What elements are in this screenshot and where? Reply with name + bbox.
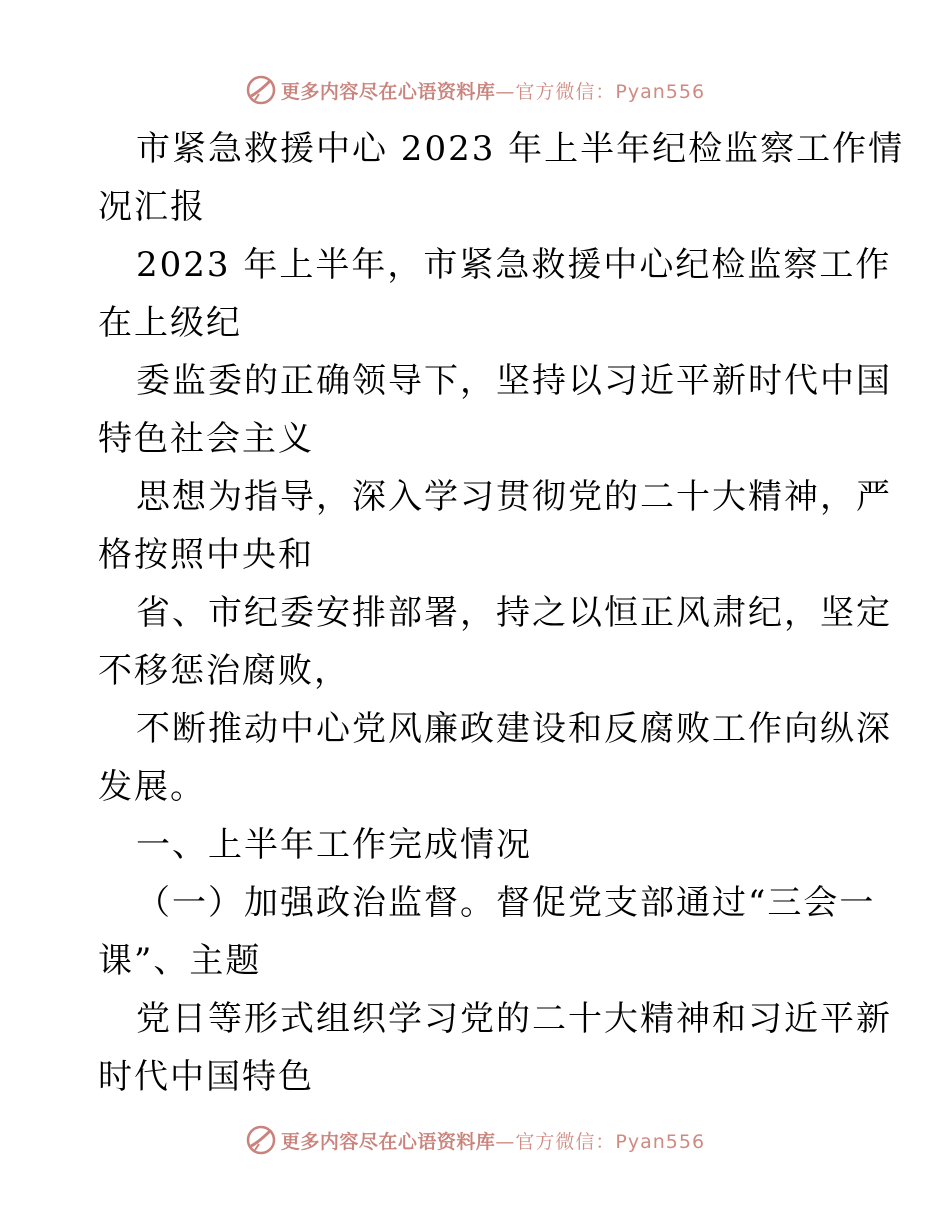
text-line: 特色社会主义 bbox=[98, 419, 314, 459]
text-line: 省、市纪委安排部署，持之以恒正风肃纪，坚定 bbox=[136, 593, 892, 633]
document-body bbox=[98, 120, 905, 1106]
text-line: 思想为指导，深入学习贯彻党的二十大精神，严 bbox=[136, 477, 892, 517]
text-line: （一）加强政治监督。督促党支部通过“三会一 bbox=[136, 883, 876, 923]
site-name: 更多内容尽在心语资料库 bbox=[280, 1130, 496, 1153]
header-watermark bbox=[0, 70, 950, 110]
title-line-1: 市紧急救援中心 2023 年上半年纪检监察工作情 bbox=[136, 129, 905, 169]
text-line: 格按照中央和 bbox=[98, 535, 314, 575]
text-line: 时代中国特色 bbox=[98, 1057, 314, 1097]
text-line: 不移惩治腐败， bbox=[98, 651, 350, 691]
title-line-2: 况汇报 bbox=[98, 187, 206, 227]
text-line: 发展。 bbox=[98, 767, 206, 807]
text-line: 党日等形式组织学习党的二十大精神和习近平新 bbox=[136, 999, 892, 1039]
text-line: 在上级纪 bbox=[98, 303, 242, 343]
text-line: 2023 年上半年，市紧急救援中心纪检监察工作 bbox=[136, 245, 892, 285]
text-line: 不断推动中心党风廉政建设和反腐败工作向纵深 bbox=[136, 709, 892, 749]
site-name: 更多内容尽在心语资料库 bbox=[280, 80, 496, 103]
text-line: 委监委的正确领导下，坚持以习近平新时代中国 bbox=[136, 361, 892, 401]
footer-watermark bbox=[0, 1120, 950, 1160]
quill-logo-icon bbox=[245, 1124, 277, 1156]
text-line: 课”、主题 bbox=[98, 941, 262, 981]
wechat-contact: —官方微信：Pyan556 bbox=[495, 80, 706, 103]
wechat-contact: —官方微信：Pyan556 bbox=[495, 1130, 706, 1153]
section-heading: 一、上半年工作完成情况 bbox=[136, 825, 532, 865]
quill-logo-icon bbox=[245, 74, 277, 106]
